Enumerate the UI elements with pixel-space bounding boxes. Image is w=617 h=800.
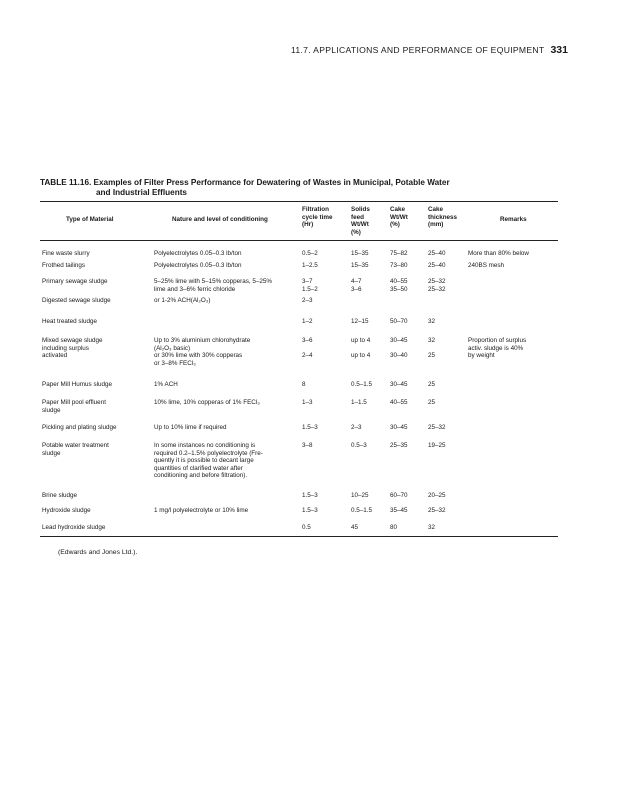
cell-cake-wt: 30–45 [390, 424, 408, 431]
cell-conditioning: or 1-2% ACH(Al₂O₃) [154, 297, 211, 304]
cell-material: Paper Mill Humus sludge [42, 381, 112, 388]
table-caption [40, 178, 540, 197]
cell-material: Digested sewage sludge [42, 297, 111, 304]
cell-cake-thickness: 25 [428, 399, 436, 406]
running-title: 11.7. APPLICATIONS AND PERFORMANCE OF EQUIPMENT [290, 45, 545, 55]
cell-solids-feed: 45 [351, 524, 359, 531]
cell-conditioning: Polyelectrolytes 0.05–0.3 lb/ton [154, 250, 242, 257]
cell-cycle-time: 1–2.5 [302, 262, 318, 269]
cell-conditioning: Up to 10% lime if required [154, 424, 227, 431]
cell-material: Brine sludge [42, 492, 78, 499]
cell-material: Heat treated sludge [42, 318, 97, 325]
cell-solids-feed: 0.5–1.5 [351, 507, 373, 514]
cell-cycle-time: 3–8 [302, 442, 313, 449]
cell-solids-feed: up to 4 up to 4 [351, 337, 371, 360]
cell-material: Fine waste slurry [42, 250, 90, 257]
column-header-cycle-time: Filtration cycle time (Hr) [302, 206, 333, 229]
cell-cake-thickness: 32 [428, 524, 436, 531]
cell-cake-thickness: 25 [428, 381, 436, 388]
cell-solids-feed: 15–35 [351, 250, 369, 257]
cell-cake-wt: 80 [390, 524, 398, 531]
cell-cake-thickness: 25–32 [428, 507, 446, 514]
column-header-conditioning: Nature and level of conditioning [172, 216, 268, 223]
cell-cycle-time: 3–7 1.5–2 [302, 278, 318, 293]
cell-cake-wt: 75–82 [390, 250, 408, 257]
cell-cake-wt: 73–80 [390, 262, 408, 269]
cell-material: Lead hydroxide sludge [42, 524, 106, 531]
cell-material: Mixed sewage sludge including surplus activated [42, 337, 103, 360]
cell-material: Pickling and plating sludge [42, 424, 117, 431]
cell-material: Primary sewage sludge [42, 278, 108, 285]
cell-cake-thickness: 32 [428, 318, 436, 325]
cell-solids-feed: 15–35 [351, 262, 369, 269]
column-header-cake-thickness: Cake thickness (mm) [428, 206, 458, 229]
running-header [240, 44, 568, 56]
cell-material: Potable water treatment sludge [42, 442, 109, 457]
column-header-material: Type of Material [66, 216, 114, 223]
table-top-rule [40, 201, 558, 202]
table-source-note: (Edwards and Jones Ltd.). [58, 549, 138, 556]
cell-cake-wt: 60–70 [390, 492, 408, 499]
table-caption-line2: and Industrial Effluents [96, 187, 187, 197]
cell-cake-thickness: 25–40 [428, 250, 446, 257]
cell-cake-thickness: 20–25 [428, 492, 446, 499]
column-header-solids-feed: Solids feed Wt/Wt (%) [351, 206, 370, 236]
cell-cake-thickness: 32 25 [428, 337, 436, 360]
table-bottom-rule [40, 536, 558, 537]
cell-conditioning: In some instances no conditioning is required 0.2–1.5% polyelectrolyte (Fre- quently it is possible to decant large quantities of clarified water after conditioning and before filtration). [154, 442, 263, 480]
cell-material: Frothed tailings [42, 262, 86, 269]
cell-material: Paper Mill pool effluent sludge [42, 399, 106, 414]
cell-cake-thickness: 19–25 [428, 442, 446, 449]
cell-conditioning: Up to 3% aluminium chlorohydrate (Al₂O₃ basic) or 30% lime with 30% copperas or 3–8% FECl₃ [154, 337, 251, 367]
cell-cake-wt: 40–55 [390, 399, 408, 406]
cell-solids-feed: 1–1.5 [351, 399, 367, 406]
cell-cake-thickness: 25–32 [428, 424, 446, 431]
cell-solids-feed: 0.5–1.5 [351, 381, 373, 388]
cell-cake-wt: 35–45 [390, 507, 408, 514]
cell-cycle-time: 1.5–3 [302, 507, 318, 514]
cell-conditioning: 5–25% lime with 5–15% copperas, 5–25% lime and 3–6% ferric chloride [154, 278, 272, 293]
cell-solids-feed: 12–15 [351, 318, 369, 325]
cell-cycle-time: 2–3 [302, 297, 313, 304]
cell-cake-wt: 30–45 [390, 381, 408, 388]
table-header-rule [40, 240, 558, 241]
cell-cake-wt: 40–55 35–50 [390, 278, 408, 293]
cell-cycle-time: 1–3 [302, 399, 313, 406]
cell-solids-feed: 4–7 3–6 [351, 278, 362, 293]
column-header-cake-wt: Cake Wt/Wt (%) [390, 206, 408, 229]
cell-material: Hydroxide sludge [42, 507, 91, 514]
cell-cake-wt: 25–35 [390, 442, 408, 449]
cell-solids-feed: 0.5–3 [351, 442, 367, 449]
column-header-remarks: Remarks [500, 216, 527, 223]
cell-cycle-time: 1–2 [302, 318, 313, 325]
page-number: 331 [550, 44, 568, 56]
cell-remarks: 240BS mesh [468, 262, 505, 269]
cell-cycle-time: 3–6 2–4 [302, 337, 313, 360]
cell-solids-feed: 10–25 [351, 492, 369, 499]
cell-remarks: More than 80% below [468, 250, 529, 257]
cell-cycle-time: 8 [302, 381, 306, 388]
cell-conditioning: 10% lime, 10% copperas of 1% FECl₃ [154, 399, 260, 406]
cell-cake-thickness: 25–32 25–32 [428, 278, 446, 293]
cell-cake-wt: 50–70 [390, 318, 408, 325]
table-caption-line1: TABLE 11.16. Examples of Filter Press Performance for Dewatering of Wastes in Municipal, Potable Water [40, 178, 450, 187]
cell-cake-thickness: 25–40 [428, 262, 446, 269]
cell-conditioning: 1% ACH [154, 381, 178, 388]
cell-cycle-time: 1.5–3 [302, 424, 318, 431]
cell-cake-wt: 30–45 30–40 [390, 337, 408, 360]
cell-conditioning: 1 mg/l polyelectrolyte or 10% lime [154, 507, 249, 514]
cell-cycle-time: 0.5 [302, 524, 311, 531]
cell-conditioning: Polyelectrolytes 0.05–0.3 lb/ton [154, 262, 242, 269]
cell-solids-feed: 2–3 [351, 424, 362, 431]
cell-cycle-time: 1.5–3 [302, 492, 318, 499]
cell-remarks: Proportion of surplus activ. sludge is 40% by weight [468, 337, 527, 360]
cell-cycle-time: 0.5–2 [302, 250, 318, 257]
